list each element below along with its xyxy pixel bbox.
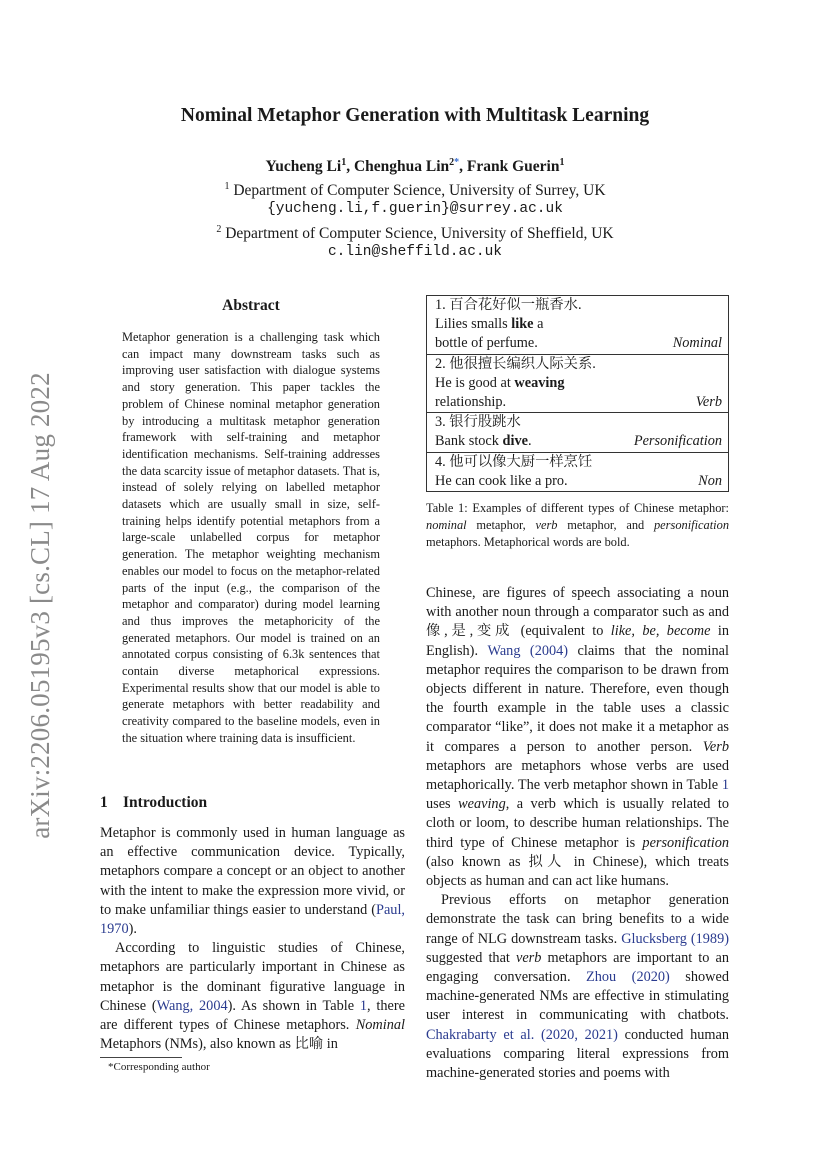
metaphor-type: Nominal	[672, 335, 722, 352]
abstract-body: Metaphor generation is a challenging task which can impact many downstream tasks such as improving user satisfaction with dialogue systems and story generation. This paper tackles the problem of Chinese nominal metaphor generation by introducing a multitask metaphor generation framework with self-training and metaphor identification mechanisms. Self-training addresses the data scarcity issue of metaphor datasets. That is, instead of solely relying on labelled metaphor datasets which are usually small in size, self-training helps identify potential metaphors from a large-scale unlabelled corpus for metaphor generation. The metaphor weighting mechanism enables our model to focus on the metaphor-related parts of the input (e.g., the comparison of the metaphor and comparator) during model learning and thus improves the metaphoricity of the generated metaphors. Our model is trained on an annotated corpus consisting of 6.3k sentences that contain diverse metaphorical expressions. Experimental results show that our model is able to generate metaphors with better readability and creativity compared to the baseline models, even in the situation where training data is insufficient.	[122, 330, 380, 745]
table-cell: 3. 银行股跳水	[427, 413, 729, 433]
table-row	[427, 472, 729, 492]
table-row	[427, 452, 729, 472]
table-ref-link[interactable]: 1	[721, 777, 729, 794]
introduction-body	[100, 824, 405, 1054]
affiliation-mark: 1	[341, 157, 347, 168]
citation-link[interactable]: Chakrabarty et al. (2020, 2021)	[426, 1026, 618, 1043]
citation-link[interactable]: Wang (2004)	[487, 642, 569, 659]
metaphor-type: Verb	[695, 394, 722, 411]
affiliation-mark: 2*	[449, 157, 460, 168]
paragraph: Metaphor is commonly used in human language as an effective communication device. Typically, metaphors compare a concept or an object to another with the intent to make the expression more vivid, or to make unfamiliar things easier to understand (Paul, 1970).	[100, 825, 405, 938]
table-cell: Bank stock dive. Personification	[427, 432, 729, 452]
table-cell: He is good at weaving	[427, 374, 729, 393]
affiliation-mark: 1	[559, 157, 565, 168]
table-row	[427, 315, 729, 334]
section-heading: 1 Introduction	[100, 794, 208, 811]
table-cell: He can cook like a pro. Non	[427, 472, 729, 492]
metaphor-type: Personification	[633, 433, 722, 450]
footnote-rule	[100, 1057, 182, 1058]
citation-link[interactable]: Zhou (2020)	[586, 969, 670, 986]
introduction-body-continued	[426, 584, 729, 1083]
arxiv-identifier: arXiv:2206.05195v3 [cs.CL] 17 Aug 2022	[24, 371, 55, 839]
author-block	[100, 153, 730, 263]
table-row	[427, 354, 729, 374]
email: {yucheng.li,f.guerin}@surrey.ac.uk	[267, 201, 563, 218]
citation-link[interactable]: Wang, 2004	[156, 997, 228, 1014]
citation-link[interactable]: Paul, 1970	[100, 901, 405, 938]
author-name: Chenghua Lin	[353, 158, 450, 176]
author-name: Yucheng Li	[265, 158, 342, 176]
table-cell: Lilies smalls like a	[427, 315, 729, 334]
email: c.lin@sheffild.ac.uk	[327, 244, 503, 261]
paragraph: Previous efforts on metaphor generation demonstrate the task can bring benefits to a wide range of NLG downstream tasks. Glucksberg (1989) suggested that verb metaphors are important to an engaging conversation. Zhou (2020) showed machine-generated NMs are effective in stimulating user interest in communicating with chatbots. Chakrabarty et al. (2020, 2021) conducted human evaluations comparing literal expressions from machine-generated stories and poems with	[426, 892, 730, 1082]
affiliation: $^1$ Department of Computer Science, University of Surrey, UK	[224, 180, 606, 199]
table-caption: Table 1: Examples of different types of Chinese metaphor: nominal metaphor, verb metaphor, and personification metaphors. Metaphorical words are bold.	[426, 501, 730, 549]
author-names: Yucheng Li$^1$, Chenghua Lin$^{2*}$, Frank Guerin$^1$	[265, 157, 565, 176]
table-row	[427, 393, 729, 413]
corresponding-author-mark[interactable]: *	[454, 157, 460, 168]
table-ref-link[interactable]: 1	[359, 997, 368, 1014]
table-cell: 4. 他可以像大厨一样烹饪	[427, 452, 729, 472]
affiliation: $^2$ Department of Computer Science, University of Sheffield, UK	[216, 223, 614, 242]
table-row	[427, 296, 729, 316]
abstract-heading: Abstract	[222, 297, 280, 314]
examples-table	[426, 295, 729, 492]
paper-title: Nominal Metaphor Generation with Multitask Learning	[180, 105, 650, 126]
table-row	[427, 432, 729, 452]
paragraph: Chinese, are figures of speech associating a noun with another noun through a comparator such as and 像,是,变成 (equivalent to like, be, become in English). Wang (2004) claims that the nominal metaphor requires the comparison to be drawn from objects different in nature. Therefore, even though the fourth example in the table uses a classic comparator “like”, it does not make it a metaphor as it compares a person to another person. Verb metaphors are metaphors whose verbs are used metaphorically. The verb metaphor shown in Table 1 uses weaving, a verb which is usually related to cloth or loom, to describe human relationships. The third type of Chinese metaphor is personification (also known as 拟人 in Chinese), which treats objects as human and can act like humans.	[426, 585, 729, 890]
table-cell: relationship. Verb	[427, 393, 729, 413]
table-row	[427, 413, 729, 433]
author-name: Frank Guerin	[466, 158, 560, 176]
footnote: *Corresponding author	[108, 1061, 210, 1073]
table-cell: bottle of perfume. Nominal	[427, 334, 729, 354]
table-row	[427, 374, 729, 393]
table-cell: 1. 百合花好似一瓶香水.	[427, 296, 729, 316]
metaphor-type: Non	[698, 472, 722, 489]
table-row	[427, 334, 729, 354]
table-cell: 2. 他很擅长编织人际关系.	[427, 354, 729, 374]
citation-link[interactable]: Glucksberg (1989)	[621, 930, 729, 947]
paragraph: According to linguistic studies of Chinese, metaphors are particularly important in Chinese as metaphor is the dominant figurative language in Chinese (Wang, 2004). As shown in Table 1, there are different types of Chinese metaphors. Nominal Metaphors (NMs), also known as 比喻 in	[100, 940, 405, 1053]
